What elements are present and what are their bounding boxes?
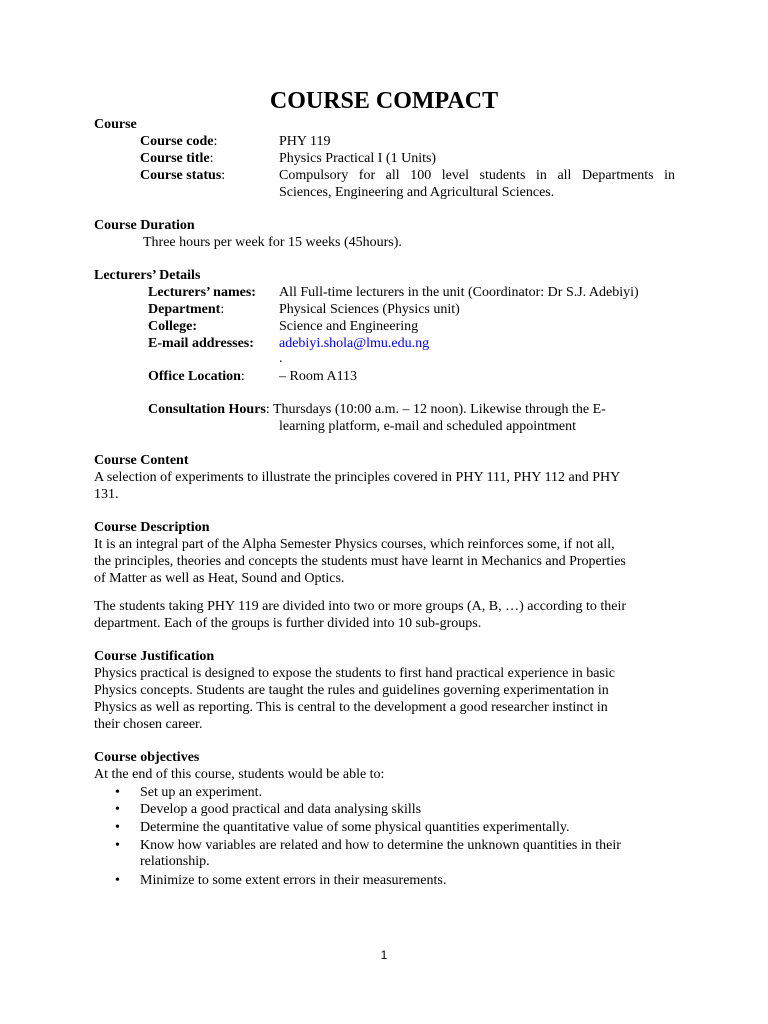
content-heading: Course Content bbox=[94, 453, 189, 468]
page-number: 1 bbox=[380, 948, 388, 962]
email-link[interactable]: adebiyi.shola@lmu.edu.ng bbox=[279, 336, 430, 351]
consultation-hours-line1: Consultation Hours: Thursdays (10:00 a.m. – 12 noon). Likewise through the E- bbox=[148, 402, 606, 417]
justification-heading: Course Justification bbox=[94, 649, 215, 664]
lecturers-names-label: Lecturers’ names: bbox=[148, 285, 256, 300]
bullet-marker: • bbox=[115, 802, 120, 817]
college-value: Science and Engineering bbox=[279, 319, 419, 334]
description-p1-line1: It is an integral part of the Alpha Semester Physics courses, which reinforces some, if not all, bbox=[94, 537, 615, 552]
objective-item: Know how variables are related and how to determine the unknown quantities in their bbox=[140, 838, 621, 853]
department-label: Department: bbox=[148, 302, 225, 317]
course-status-value-line1: Compulsory for all 100 level students in all Departments in bbox=[279, 168, 675, 183]
objective-item: Minimize to some extent errors in their measurements. bbox=[140, 873, 447, 888]
course-status-label: Course status: bbox=[140, 168, 226, 183]
course-status-value-line2: Sciences, Engineering and Agricultural Sciences. bbox=[279, 185, 555, 200]
objective-item: Set up an experiment. bbox=[140, 785, 263, 800]
course-title-label: Course title: bbox=[140, 151, 214, 166]
lecturers-names-value: All Full-time lecturers in the unit (Coordinator: Dr S.J. Adebiyi) bbox=[279, 285, 639, 300]
objective-item-continuation: relationship. bbox=[140, 854, 210, 869]
page-title: COURSE COMPACT bbox=[269, 88, 499, 114]
course-heading: Course bbox=[94, 117, 137, 132]
bullet-marker: • bbox=[115, 820, 120, 835]
justification-line1: Physics practical is designed to expose the students to first hand practical experience in basic bbox=[94, 666, 615, 681]
office-label: Office Location: bbox=[148, 369, 245, 384]
justification-line2: Physics concepts. Students are taught the rules and guidelines governing experimentation in bbox=[94, 683, 609, 698]
email-trailing-dot: . bbox=[279, 351, 283, 366]
duration-heading: Course Duration bbox=[94, 218, 195, 233]
lecturers-heading: Lecturers’ Details bbox=[94, 268, 201, 283]
objectives-intro: At the end of this course, students would be able to: bbox=[94, 767, 385, 782]
email-label: E-mail addresses: bbox=[148, 336, 254, 351]
content-line2: 131. bbox=[94, 487, 119, 502]
justification-line3: Physics as well as reporting. This is central to the development a good researcher instinct in bbox=[94, 700, 608, 715]
bullet-marker: • bbox=[115, 838, 120, 853]
duration-text: Three hours per week for 15 weeks (45hours). bbox=[143, 235, 402, 250]
description-p1-line2: the principles, theories and concepts the students must have learnt in Mechanics and Properties bbox=[94, 554, 626, 569]
office-value: – Room A113 bbox=[279, 369, 358, 384]
objective-item: Develop a good practical and data analysing skills bbox=[140, 802, 422, 817]
consultation-hours-line2: learning platform, e-mail and scheduled appointment bbox=[279, 419, 577, 434]
description-p2-line2: department. Each of the groups is further divided into 10 sub-groups. bbox=[94, 616, 482, 631]
description-p2-line1: The students taking PHY 119 are divided into two or more groups (A, B, …) according to their bbox=[94, 599, 627, 614]
content-line1: A selection of experiments to illustrate the principles covered in PHY 111, PHY 112 and PHY bbox=[94, 470, 621, 485]
bullet-marker: • bbox=[115, 785, 120, 800]
course-code-value: PHY 119 bbox=[279, 134, 331, 149]
description-heading: Course Description bbox=[94, 520, 210, 535]
course-title-value: Physics Practical I (1 Units) bbox=[279, 151, 437, 166]
course-code-label: Course code: bbox=[140, 134, 218, 149]
justification-line4: their chosen career. bbox=[94, 717, 203, 732]
description-p1-line3: of Matter as well as Heat, Sound and Optics. bbox=[94, 571, 345, 586]
bullet-marker: • bbox=[115, 873, 120, 888]
objective-item: Determine the quantitative value of some physical quantities experimentally. bbox=[140, 820, 570, 835]
objectives-heading: Course objectives bbox=[94, 750, 200, 765]
department-value: Physical Sciences (Physics unit) bbox=[279, 302, 460, 317]
college-label: College: bbox=[148, 319, 197, 334]
